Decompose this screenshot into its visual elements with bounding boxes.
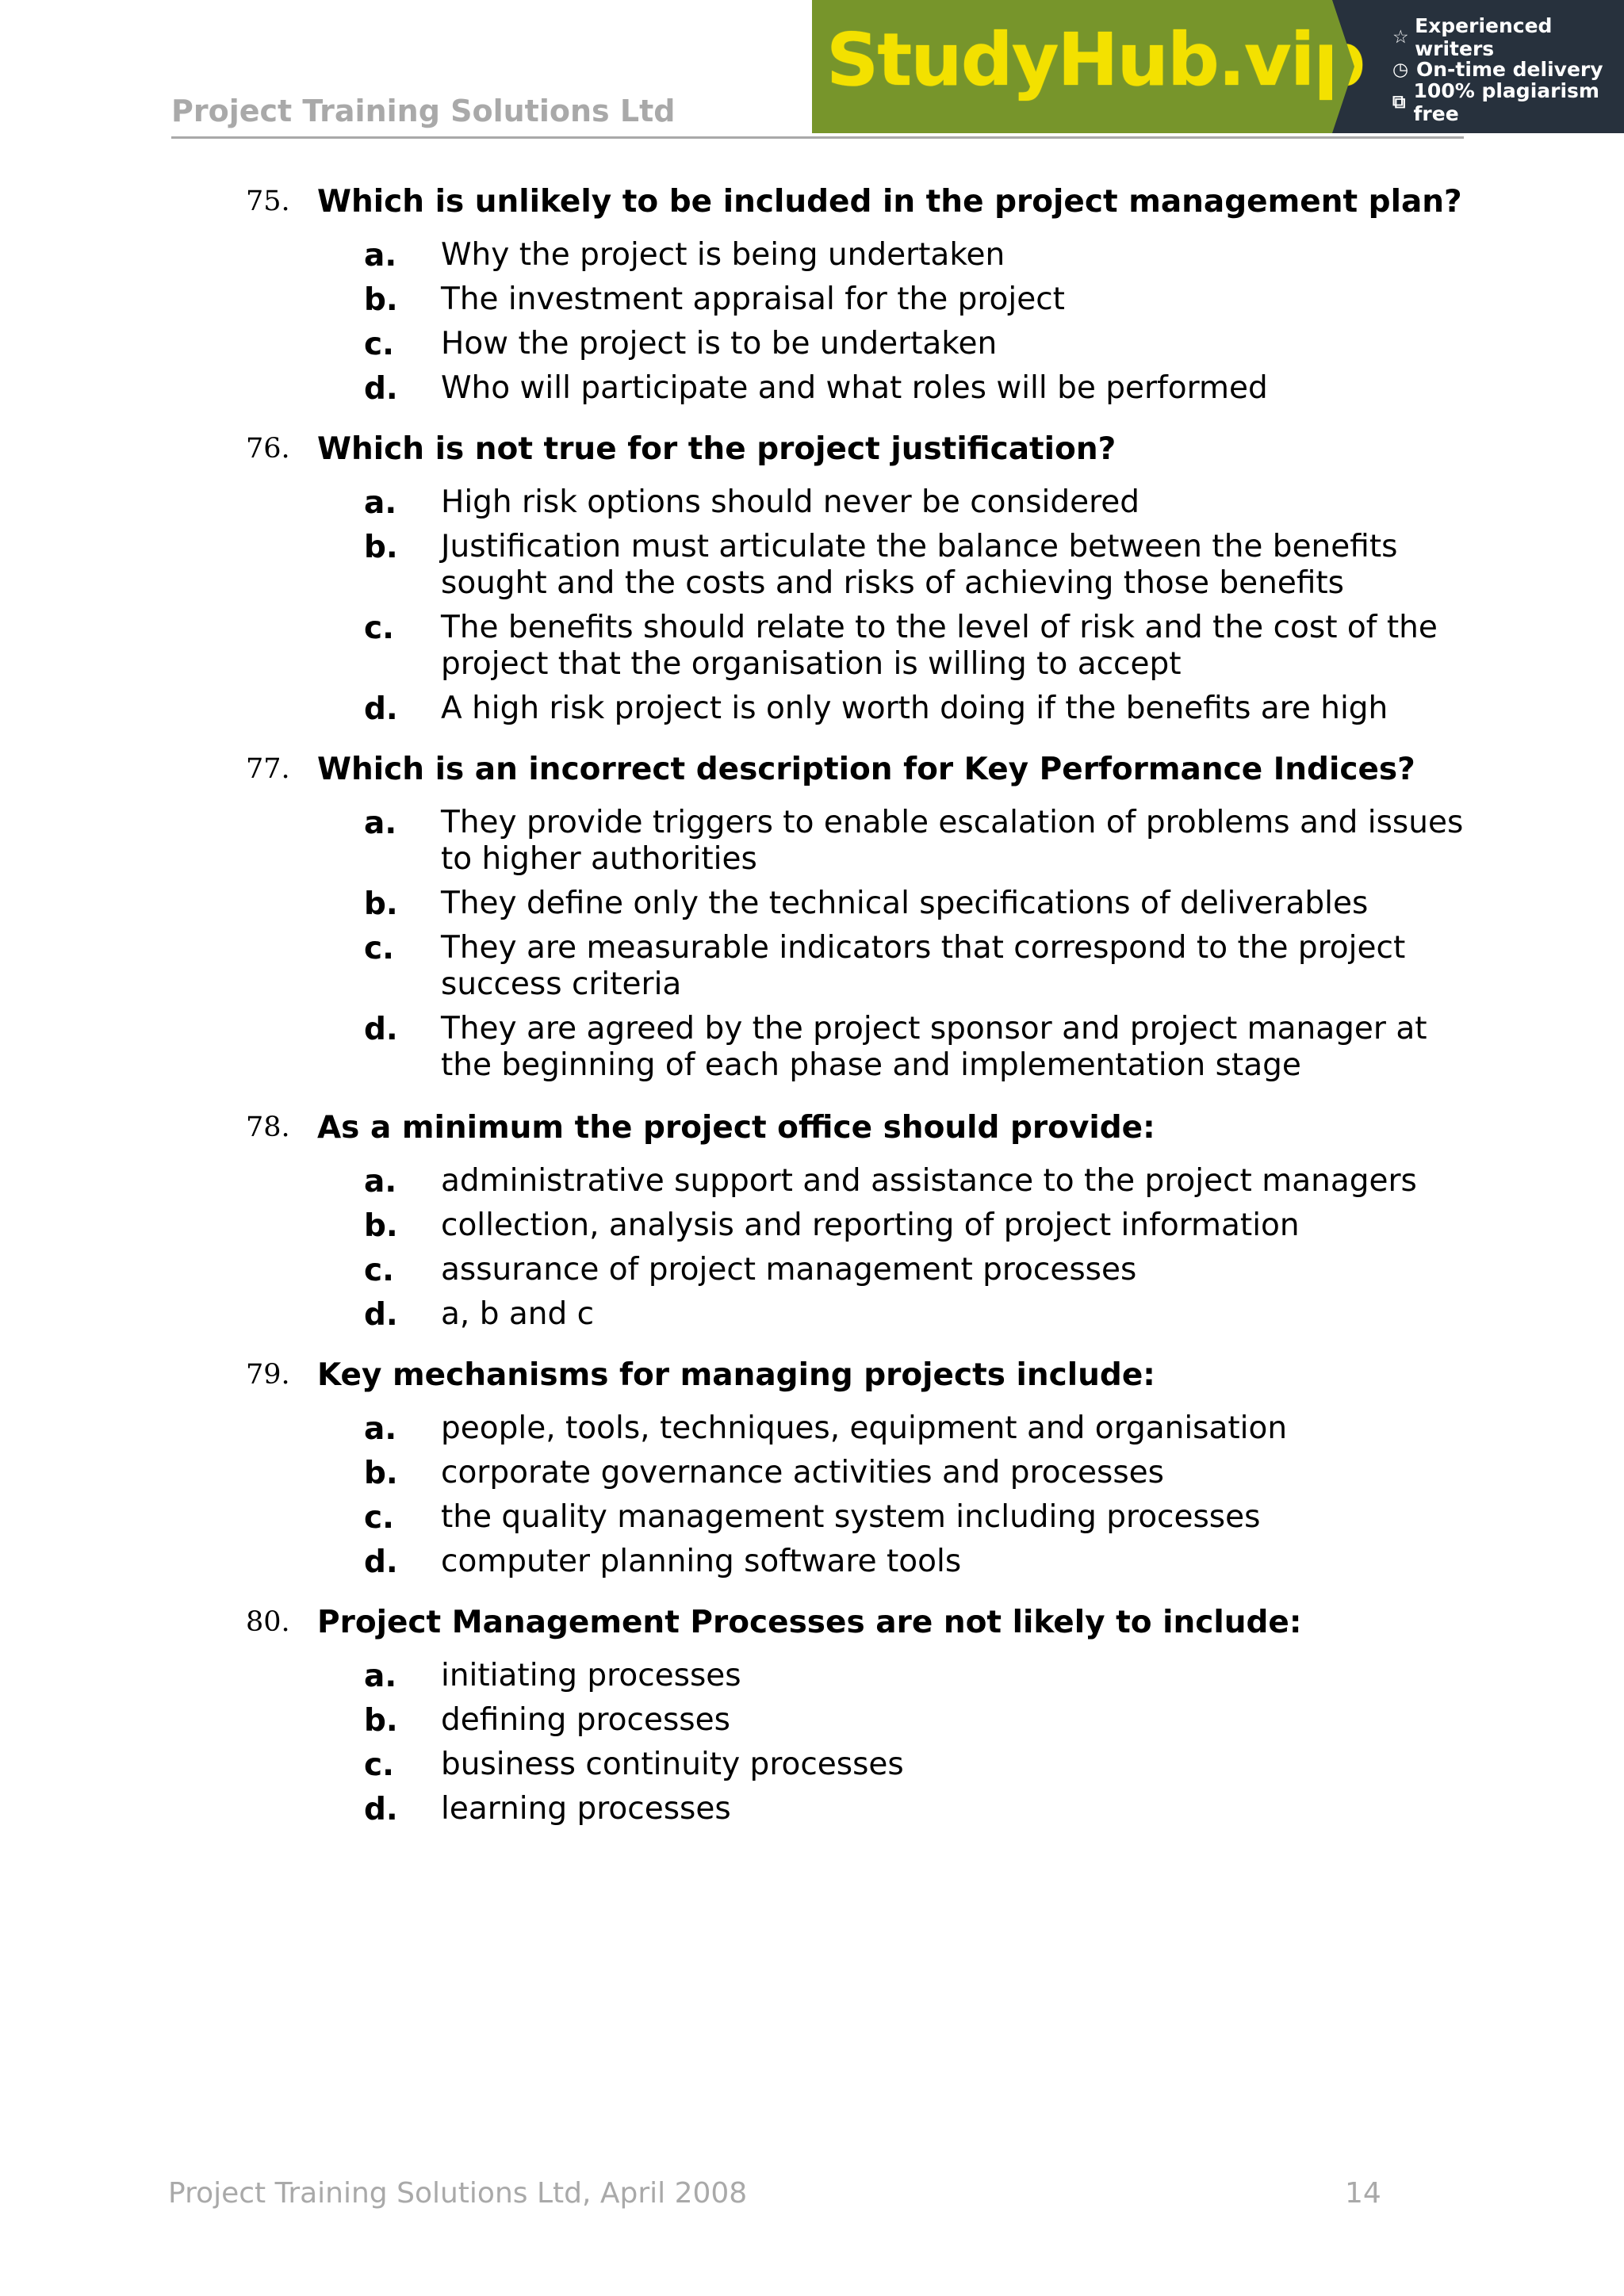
- option-text: defining processes: [441, 1702, 730, 1738]
- studyhub-logo[interactable]: [812, 0, 1365, 133]
- question-text: Which is an incorrect description for Key Performance Indices?: [317, 752, 1415, 787]
- option-text: initiating processes: [441, 1658, 741, 1693]
- option-letter: d.: [364, 1297, 398, 1333]
- question-text: Project Management Processes are not likely to include:: [317, 1605, 1302, 1640]
- option-text: business continuity processes: [441, 1747, 904, 1782]
- footer-company-date: Project Training Solutions Ltd, April 2008: [168, 2177, 748, 2210]
- option-letter: d.: [364, 691, 398, 727]
- banner-features: [1332, 0, 1624, 133]
- option-letter: a.: [364, 806, 397, 841]
- option-letter: a.: [364, 485, 397, 521]
- option-text: Justification must articulate the balance between the benefits sought and the costs and risks of achieving those benefits: [441, 529, 1398, 601]
- option-text: assurance of project management processes: [441, 1252, 1137, 1288]
- option-letter: c.: [364, 1500, 394, 1536]
- question-number: 80.: [246, 1606, 290, 1638]
- option-letter: d.: [364, 371, 398, 407]
- option-text: How the project is to be undertaken: [441, 326, 998, 362]
- feature-label: Experienced writers: [1415, 13, 1553, 60]
- logo-text: StudyHub.vip: [826, 17, 1365, 102]
- option-text: administrative support and assistance to the project managers: [441, 1163, 1417, 1199]
- option-letter: c.: [364, 931, 394, 966]
- option-text: learning processes: [441, 1791, 731, 1827]
- copy-icon: ⧉: [1392, 91, 1406, 113]
- question-text: Which is not true for the project justification?: [317, 431, 1116, 467]
- option-letter: b.: [364, 1456, 398, 1491]
- studyhub-banner[interactable]: [812, 0, 1624, 133]
- question-text: Key mechanisms for managing projects include:: [317, 1357, 1155, 1393]
- feature-experienced-writers: [1392, 13, 1624, 60]
- question-number: 76.: [246, 433, 290, 465]
- option-letter: c.: [364, 1253, 394, 1288]
- option-letter: b.: [364, 1703, 398, 1739]
- option-letter: d.: [364, 1012, 398, 1047]
- option-letter: c.: [364, 1747, 394, 1783]
- question-text: As a minimum the project office should provide:: [317, 1110, 1155, 1146]
- option-text: They are measurable indicators that correspond to the project success criteria: [441, 930, 1406, 1002]
- option-text: people, tools, techniques, equipment and organisation: [441, 1410, 1288, 1446]
- feature-plagiarism-free: [1392, 78, 1624, 125]
- question-number: 78.: [246, 1112, 290, 1143]
- company-header: Project Training Solutions Ltd: [171, 94, 676, 128]
- header-divider: [171, 136, 1464, 139]
- option-text: They define only the technical specifications of deliverables: [441, 886, 1369, 921]
- star-icon: ☆: [1392, 26, 1409, 48]
- clock-icon: ◷: [1392, 59, 1409, 80]
- option-text: High risk options should never be considered: [441, 484, 1140, 520]
- option-text: They are agreed by the project sponsor and project manager at the beginning of each phase and implementation stage: [441, 1011, 1427, 1083]
- option-letter: d.: [364, 1544, 398, 1580]
- option-letter: b.: [364, 886, 398, 922]
- option-letter: b.: [364, 530, 398, 565]
- option-letter: c.: [364, 327, 394, 362]
- option-letter: b.: [364, 1208, 398, 1244]
- option-letter: a.: [364, 1164, 397, 1200]
- option-letter: a.: [364, 1659, 397, 1694]
- option-text: collection, analysis and reporting of project information: [441, 1207, 1300, 1243]
- option-letter: c.: [364, 610, 394, 646]
- option-text: A high risk project is only worth doing if the benefits are high: [441, 691, 1388, 726]
- option-text: The investment appraisal for the project: [441, 281, 1065, 317]
- option-letter: a.: [364, 1411, 397, 1447]
- option-letter: d.: [364, 1792, 398, 1827]
- option-text: Who will participate and what roles will be performed: [441, 370, 1268, 406]
- option-text: Why the project is being undertaken: [441, 237, 1005, 273]
- option-letter: b.: [364, 282, 398, 318]
- option-text: computer planning software tools: [441, 1544, 962, 1579]
- option-text: corporate governance activities and processes: [441, 1455, 1164, 1490]
- question-number: 79.: [246, 1359, 290, 1391]
- question-number: 77.: [246, 753, 290, 785]
- option-text: They provide triggers to enable escalation of problems and issues to higher authorities: [441, 805, 1464, 877]
- option-text: the quality management system including processes: [441, 1499, 1261, 1535]
- question-number: 75.: [246, 186, 290, 217]
- question-text: Which is unlikely to be included in the project management plan?: [317, 184, 1462, 220]
- feature-label: 100% plagiarism free: [1413, 78, 1599, 125]
- option-text: a, b and c: [441, 1296, 595, 1332]
- option-text: The benefits should relate to the level of risk and the cost of the project that the organisation is willing to accept: [441, 610, 1438, 682]
- option-letter: a.: [364, 238, 397, 274]
- page-number: 14: [1345, 2177, 1381, 2210]
- feature-label: On-time delivery: [1416, 58, 1603, 81]
